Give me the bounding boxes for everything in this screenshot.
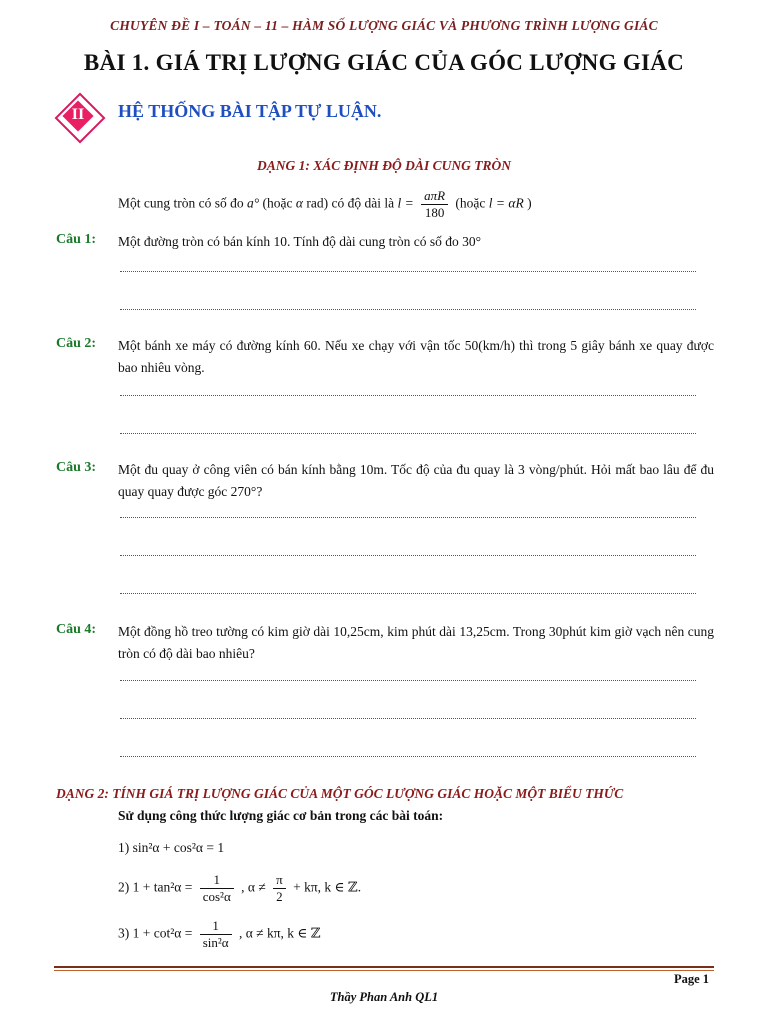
footer-divider	[54, 966, 714, 968]
formula-2-cond-tail: + kπ, k ∈ ℤ.	[293, 879, 362, 895]
formula-2-cond-num: π	[273, 872, 286, 889]
formula-2-cond-fraction	[273, 872, 286, 905]
answer-line[interactable]	[120, 517, 696, 518]
formula-l-eq: l =	[397, 195, 414, 211]
question-4-text: Một đồng hồ treo tường có kim giờ dài 10,25cm, kim phút dài 13,25cm. Trong 30phút kim giờ vạch nên cung tròn có độ dài bao nhiêu?	[118, 624, 714, 661]
answer-line[interactable]	[120, 555, 696, 556]
formula-3-num: 1	[200, 918, 232, 935]
formula-close: )	[527, 195, 532, 211]
answer-line[interactable]	[120, 718, 696, 719]
question-1-label: Câu 1:	[56, 232, 97, 247]
formula-alpha: α	[295, 195, 303, 211]
answer-line[interactable]	[120, 756, 696, 757]
answer-line[interactable]	[120, 680, 696, 681]
formula-2-den: cos²α	[202, 889, 231, 904]
section-badge-number: II	[71, 106, 85, 123]
dang1-title: DẠNG 1: XÁC ĐỊNH ĐỘ DÀI CUNG TRÒN	[257, 158, 511, 173]
answer-line[interactable]	[120, 593, 696, 594]
answer-line[interactable]	[120, 433, 696, 434]
formula-rad: rad) có độ dài là	[306, 195, 395, 211]
dang2-title: DẠNG 2: TÍNH GIÁ TRỊ LƯỢNG GIÁC CỦA MỘT GÓC LƯỢNG GIÁC HOẶC MỘT BIỂU THỨC	[56, 786, 624, 801]
formula-2-num: 1	[200, 872, 234, 889]
formula-3-fraction	[200, 918, 232, 951]
formula-3-den: sin²α	[202, 935, 229, 950]
formula-frac-den: 180	[424, 205, 445, 220]
lesson-title: BÀI 1. GIÁ TRỊ LƯỢNG GIÁC CỦA GÓC LƯỢNG GIÁC	[83, 50, 685, 75]
dang1-formula	[118, 188, 532, 221]
formula-2-cond-den: 2	[276, 889, 283, 904]
page-number: Page 1	[674, 972, 710, 986]
document-header: CHUYÊN ĐỀ I – TOÁN – 11 – HÀM SỐ LƯỢNG GIÁC VÀ PHƯƠNG TRÌNH LƯỢNG GIÁC	[110, 18, 658, 33]
formula-prefix: Một cung tròn có số đo	[118, 195, 244, 211]
formula-frac-num: aπR	[421, 188, 448, 205]
footer-divider-thin	[54, 970, 714, 971]
footer-author: Thầy Phan Anh QL1	[329, 990, 439, 1004]
answer-line[interactable]	[120, 309, 696, 310]
question-2-text: Một bánh xe máy có đường kính 60. Nếu xe chạy với vận tốc 50(km/h) thì trong 5 giây bánh xe quay được bao nhiêu vòng.	[118, 338, 714, 375]
formula-2-fraction	[200, 872, 234, 905]
formula-3-cond: , α ≠ kπ, k ∈ ℤ	[238, 925, 321, 941]
answer-line[interactable]	[120, 271, 696, 272]
formula-3	[118, 918, 321, 951]
formula-l-alpha-r: l = αR	[488, 195, 524, 211]
dang2-subtitle: Sử dụng công thức lượng giác cơ bản trong các bài toán:	[118, 808, 444, 823]
formula-or: (hoặc	[262, 195, 293, 211]
formula-or2: (hoặc	[455, 195, 486, 211]
section-heading: HỆ THỐNG BÀI TẬP TỰ LUẬN.	[118, 101, 382, 121]
section-badge	[54, 92, 102, 140]
answer-line[interactable]	[120, 395, 696, 396]
formula-2	[118, 872, 361, 905]
formula-2-cond: , α ≠	[241, 879, 266, 895]
formula-1: 1) sin²α + cos²α = 1	[118, 840, 225, 855]
formula-a-deg: a°	[247, 195, 260, 211]
question-2-label: Câu 2:	[56, 336, 97, 351]
formula-3-prefix: 3) 1 + cot²α =	[118, 925, 193, 941]
question-3-label: Câu 3:	[56, 460, 97, 475]
question-1-text: Một đường tròn có bán kính 10. Tính độ dài cung tròn có số đo 30°	[118, 234, 482, 249]
formula-2-prefix: 2) 1 + tan²α =	[118, 879, 193, 895]
question-4-label: Câu 4:	[56, 622, 97, 637]
formula-fraction	[421, 188, 448, 221]
question-3-text: Một đu quay ở công viên có bán kính bằng 10m. Tốc độ của đu quay là 3 vòng/phút. Hỏi mất bao lâu để đu quay quay được góc 270°?	[118, 462, 714, 499]
